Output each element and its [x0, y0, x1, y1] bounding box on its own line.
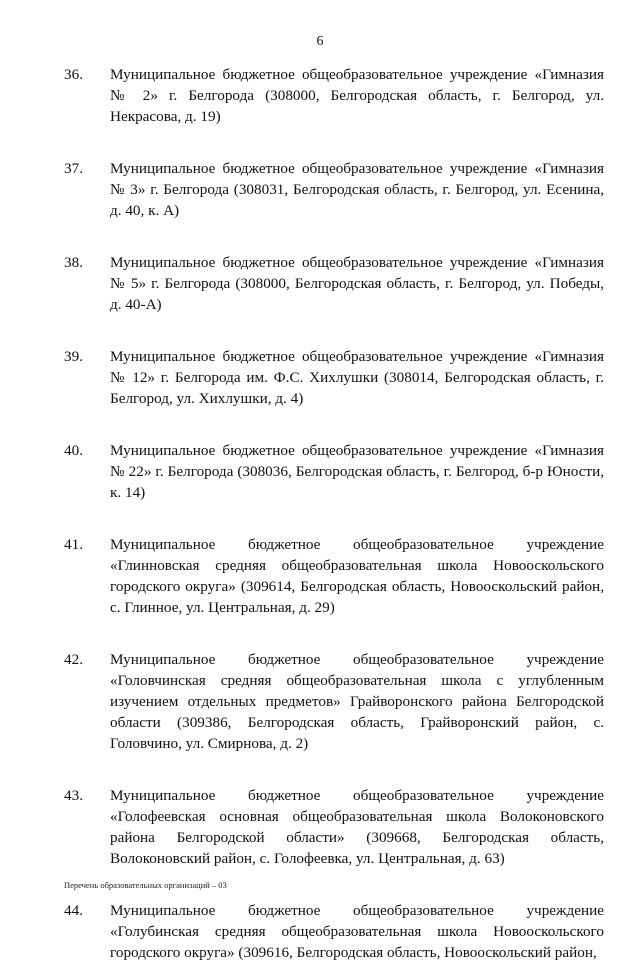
list-item — [64, 534, 604, 618]
item-text: Муниципальное бюджетное общеобразовательное учреждение «Гимназия № 5» г. Белгорода (308000, Белгородская область, г. Белгород, ул. Победы, д. 40-А) — [110, 254, 604, 313]
list-item — [64, 158, 604, 221]
list-item — [64, 785, 604, 869]
item-number: 38. — [64, 254, 83, 271]
list-item — [64, 900, 604, 963]
item-number: 44. — [64, 902, 83, 919]
organization-list — [64, 64, 604, 963]
document-footer: Перечень образовательных организаций – 03 — [64, 880, 227, 890]
item-text: Муниципальное бюджетное общеобразовательное учреждение «Гимназия № 12» г. Белгорода им. Ф.С. Хихлушки (308014, Белгородская область, г. Белгород, ул. Хихлушки, д. 4) — [110, 348, 604, 407]
item-number: 42. — [64, 651, 83, 668]
item-number: 37. — [64, 160, 83, 177]
list-item — [64, 440, 604, 503]
item-number: 41. — [64, 536, 83, 553]
item-text: Муниципальное бюджетное общеобразовательное учреждение «Гимназия № 3» г. Белгорода (308031, Белгородская область, г. Белгород, ул. Есенина, д. 40, к. А) — [110, 160, 604, 219]
item-text: Муниципальное бюджетное общеобразовательное учреждение «Гимназия № 22» г. Белгорода (308036, Белгородская область, г. Белгород, б-р Юности, к. 14) — [110, 442, 604, 501]
item-text: Муниципальное бюджетное общеобразовательное учреждение «Голофеевская основная общеобразовательная школа Волоконовского района Белгородской области» (309668, Белгородская область, Волоконовский район, с. Голофеевка, ул. Центральная, д. 63) — [110, 787, 604, 867]
list-item — [64, 252, 604, 315]
list-item — [64, 64, 604, 127]
item-number: 39. — [64, 348, 83, 365]
page-number: 6 — [316, 34, 324, 49]
item-number: 36. — [64, 66, 83, 83]
item-text: Муниципальное бюджетное общеобразовательное учреждение «Головчинская средняя общеобразовательная школа с углубленным изучением отдельных предметов» Грайворонского района Белгородской области (309386, Белгородская область, Грайворонский район, с. Головчино, ул. Смирнова, д. 2) — [110, 651, 604, 752]
item-number: 43. — [64, 787, 83, 804]
item-text: Муниципальное бюджетное общеобразовательное учреждение «Голубинская средняя общеобразовательная школа Новооскольского городского округа» (309616, Белгородская область, Новооскольский район, — [110, 902, 604, 961]
item-number: 40. — [64, 442, 83, 459]
list-item — [64, 649, 604, 754]
item-text: Муниципальное бюджетное общеобразовательное учреждение «Глинновская средняя общеобразовательная школа Новооскольского городского округа» (309614, Белгородская область, Новооскольский район, с. Глинное, ул. Центральная, д. 29) — [110, 536, 604, 616]
item-text: Муниципальное бюджетное общеобразовательное учреждение «Гимназия № 2» г. Белгорода (308000, Белгородская область, г. Белгород, ул. Некрасова, д. 19) — [110, 66, 604, 125]
list-item — [64, 346, 604, 409]
